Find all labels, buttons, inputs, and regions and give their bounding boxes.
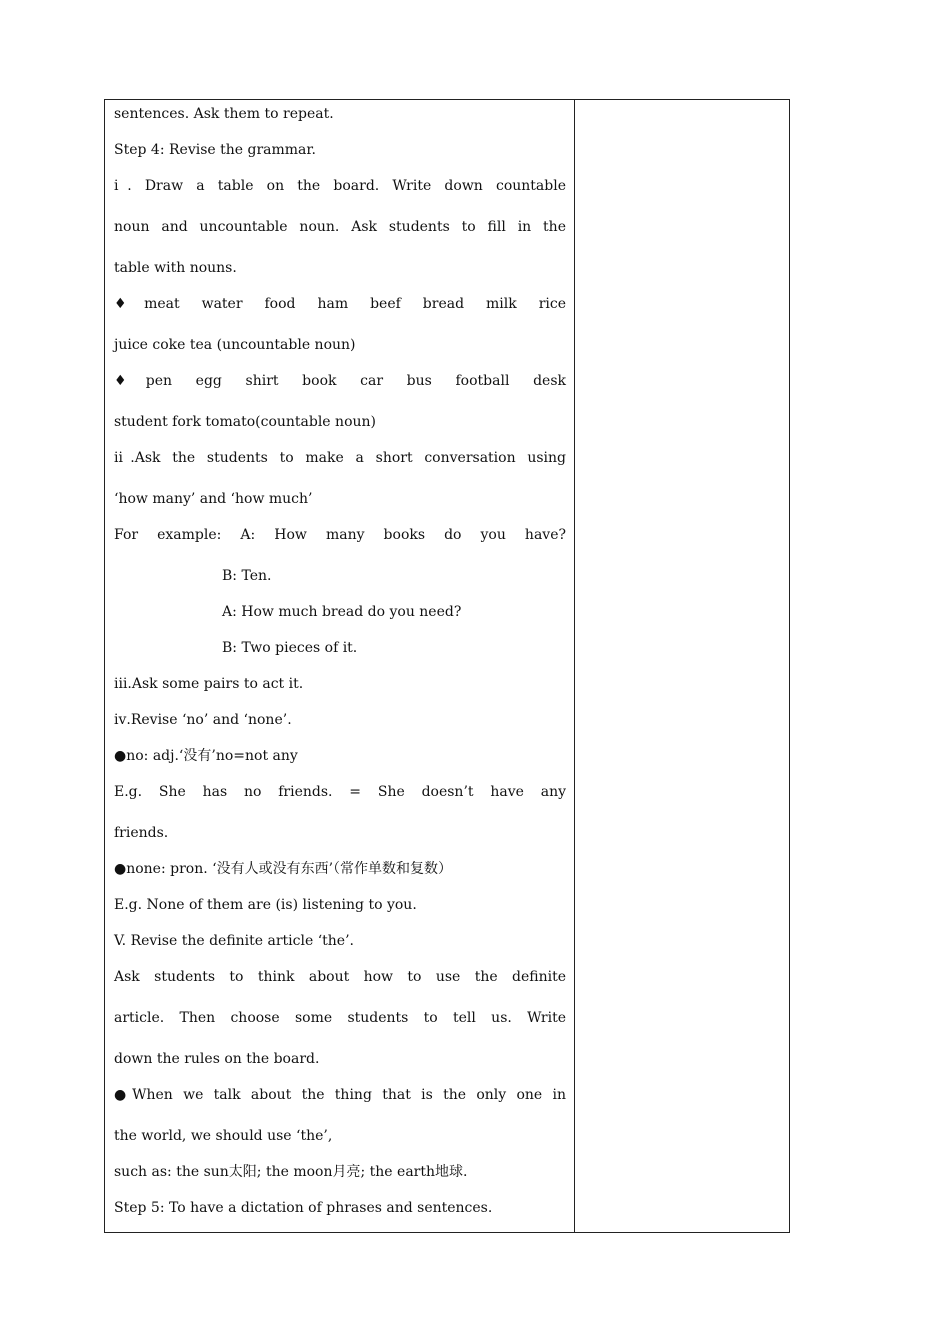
text-line: ●none: pron. ‘没有人或没有东西’（常作单数和复数） — [114, 861, 453, 877]
text-line: ⅲ.Ask some pairs to act it. — [114, 676, 304, 692]
text-line: ●When we talk about the thing that is the only one in — [114, 1087, 566, 1103]
text-line: ⅳ.Revise ‘no’ and ‘none’. — [114, 712, 292, 728]
text-line: E.g. None of them are (is) listening to you. — [114, 897, 417, 913]
notes-cell — [575, 100, 789, 1232]
text-line: juice coke tea (uncountable noun) — [114, 337, 356, 353]
text-line: article. Then choose some students to tell us. Write — [114, 1010, 566, 1026]
text-line: A: How much bread do you need? — [222, 604, 462, 620]
text-line: the world, we should use ‘the’, — [114, 1128, 333, 1144]
text-line: student fork tomato(countable noun) — [114, 414, 376, 430]
text-line: ⅰ. Draw a table on the board. Write down countable — [114, 178, 566, 194]
text-line: E.g. She has no friends. = She doesn’t have any — [114, 784, 566, 800]
text-line: noun and uncountable noun. Ask students to fill in the — [114, 219, 566, 235]
text-line: B: Ten. — [222, 568, 272, 584]
text-line: Step 5: To have a dictation of phrases and sentences. — [114, 1200, 493, 1216]
text-line: ⅱ.Ask the students to make a short conversation using — [114, 450, 566, 466]
text-line: Ask students to think about how to use the definite — [114, 969, 566, 985]
text-line: table with nouns. — [114, 260, 237, 276]
text-line: down the rules on the board. — [114, 1051, 320, 1067]
lesson-plan-table — [104, 99, 790, 1233]
text-line: B: Two pieces of it. — [222, 640, 358, 656]
text-line: Step 4: Revise the grammar. — [114, 142, 317, 158]
text-line: ‘how many’ and ‘how much’ — [114, 491, 313, 507]
text-line: friends. — [114, 825, 169, 841]
text-line: such as: the sun太阳; the moon月亮; the earth地球. — [114, 1164, 468, 1180]
text-line: V. Revise the definite article ‘the’. — [114, 933, 354, 949]
text-line: ●no: adj.‘没有’no=not any — [114, 748, 298, 764]
text-line: sentences. Ask them to repeat. — [114, 106, 334, 122]
text-line: ♦pen egg shirt book car bus football desk — [114, 373, 566, 389]
text-line: For example: A: How many books do you have? — [114, 527, 566, 543]
teaching-procedure-cell — [114, 100, 566, 1232]
text-line: ♦meat water food ham beef bread milk rice — [114, 296, 566, 312]
